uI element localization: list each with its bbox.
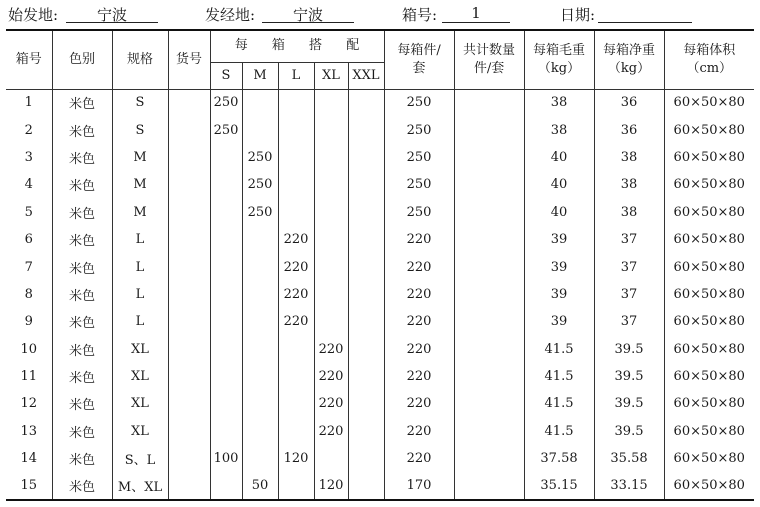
spec-cell: S [112,116,168,143]
size-xxl-cell [348,418,384,445]
net-weight-cell: 38 [594,171,664,198]
col-header-assortment: 每 箱 搭 配 [210,30,384,62]
size-l-cell: 120 [278,445,314,472]
size-xxl-cell [348,472,384,499]
box-no-cell: 5 [6,199,52,226]
size-xl-cell [314,144,348,171]
col-header-net-weight: 每箱净重 （kg） [594,30,664,89]
color-cell: 米色 [52,226,112,253]
size-m-cell [242,116,278,143]
size-xl-cell [314,171,348,198]
spec-cell: XL [112,418,168,445]
size-s-cell [210,226,242,253]
volume-cell: 60×50×80 [664,308,754,335]
table-row [6,472,754,499]
pcs-per-box-cell: 220 [384,418,454,445]
box-no-cell: 10 [6,336,52,363]
total-qty-cell [454,390,524,417]
volume-cell: 60×50×80 [664,445,754,472]
item-no-cell [168,445,210,472]
total-qty-cell [454,445,524,472]
size-s-cell: 250 [210,116,242,143]
box-number-value: 1 [442,4,510,23]
total-qty-cell [454,281,524,308]
size-xl-cell: 220 [314,363,348,390]
table-row [6,226,754,253]
total-qty-cell [454,418,524,445]
volume-cell: 60×50×80 [664,116,754,143]
size-s-cell [210,390,242,417]
total-qty-cell [454,336,524,363]
color-cell: 米色 [52,472,112,499]
spec-cell: M [112,171,168,198]
size-xxl-cell [348,308,384,335]
col-header-spec: 规格 [112,30,168,89]
box-no-cell: 14 [6,445,52,472]
size-header-xl: XL [314,62,348,89]
net-weight-cell: 36 [594,116,664,143]
box-no-cell: 4 [6,171,52,198]
color-cell: 米色 [52,418,112,445]
table-row [6,363,754,390]
size-l-cell [278,199,314,226]
spec-cell: L [112,281,168,308]
volume-cell: 60×50×80 [664,363,754,390]
size-xxl-cell [348,226,384,253]
size-m-cell [242,308,278,335]
gross-weight-cell: 41.5 [524,336,594,363]
gross-weight-cell: 41.5 [524,390,594,417]
total-qty-cell [454,363,524,390]
size-s-cell [210,199,242,226]
size-m-cell: 250 [242,144,278,171]
size-s-cell [210,144,242,171]
spec-cell: M、XL [112,472,168,499]
gross-weight-cell: 38 [524,89,594,116]
item-no-cell [168,281,210,308]
table-row [6,171,754,198]
pcs-per-box-cell: 220 [384,226,454,253]
color-cell: 米色 [52,116,112,143]
size-xl-cell [314,89,348,116]
table-row [6,445,754,472]
total-qty-cell [454,226,524,253]
size-l-cell: 220 [278,281,314,308]
volume-cell: 60×50×80 [664,89,754,116]
size-l-cell: 220 [278,226,314,253]
item-no-cell [168,472,210,499]
size-m-cell: 50 [242,472,278,499]
size-s-cell [210,308,242,335]
pcs-per-box-cell: 220 [384,390,454,417]
size-xl-cell [314,445,348,472]
size-s-cell [210,171,242,198]
total-qty-cell [454,144,524,171]
volume-cell: 60×50×80 [664,171,754,198]
size-l-cell [278,336,314,363]
spec-cell: L [112,253,168,280]
color-cell: 米色 [52,308,112,335]
size-l-cell [278,171,314,198]
size-xxl-cell [348,253,384,280]
volume-cell: 60×50×80 [664,472,754,499]
net-weight-cell: 37 [594,281,664,308]
color-cell: 米色 [52,89,112,116]
spec-cell: M [112,144,168,171]
size-xl-cell [314,281,348,308]
box-no-cell: 9 [6,308,52,335]
size-xl-cell: 220 [314,336,348,363]
size-xxl-cell [348,171,384,198]
dispatch-label: 发经地: [205,6,256,24]
item-no-cell [168,89,210,116]
size-m-cell [242,281,278,308]
size-xxl-cell [348,390,384,417]
gross-weight-cell: 35.15 [524,472,594,499]
gross-weight-cell: 39 [524,253,594,280]
size-s-cell [210,336,242,363]
origin-label: 始发地: [8,6,59,24]
box-no-cell: 7 [6,253,52,280]
net-weight-cell: 33.15 [594,472,664,499]
size-xxl-cell [348,116,384,143]
volume-cell: 60×50×80 [664,144,754,171]
volume-cell: 60×50×80 [664,390,754,417]
size-xxl-cell [348,363,384,390]
box-no-cell: 11 [6,363,52,390]
size-m-cell [242,253,278,280]
size-m-cell: 250 [242,199,278,226]
table-row [6,89,754,116]
size-s-cell [210,472,242,499]
table-row [6,390,754,417]
total-qty-cell [454,472,524,499]
size-xl-cell [314,116,348,143]
total-qty-cell [454,308,524,335]
gross-weight-cell: 40 [524,144,594,171]
size-s-cell [210,363,242,390]
table-row [6,253,754,280]
box-no-cell: 8 [6,281,52,308]
box-no-cell: 12 [6,390,52,417]
pcs-per-box-cell: 220 [384,363,454,390]
pcs-per-box-cell: 220 [384,308,454,335]
item-no-cell [168,226,210,253]
volume-cell: 60×50×80 [664,253,754,280]
gross-weight-cell: 41.5 [524,418,594,445]
size-s-cell [210,253,242,280]
packing-list-table [6,29,754,501]
size-header-xxl: XXL [348,62,384,89]
pcs-per-box-cell: 220 [384,253,454,280]
color-cell: 米色 [52,336,112,363]
box-no-cell: 1 [6,89,52,116]
color-cell: 米色 [52,253,112,280]
box-number-label: 箱号: [402,6,438,24]
net-weight-cell: 38 [594,144,664,171]
size-xxl-cell [348,89,384,116]
total-qty-cell [454,253,524,280]
size-xl-cell: 220 [314,418,348,445]
item-no-cell [168,390,210,417]
table-row [6,336,754,363]
color-cell: 米色 [52,281,112,308]
item-no-cell [168,363,210,390]
net-weight-cell: 37 [594,226,664,253]
pcs-per-box-cell: 220 [384,336,454,363]
col-header-total-qty: 共计数量 件/套 [454,30,524,89]
item-no-cell [168,199,210,226]
volume-cell: 60×50×80 [664,418,754,445]
dispatch-value: 宁波 [262,4,354,23]
box-no-cell: 3 [6,144,52,171]
origin-value: 宁波 [66,4,158,23]
col-header-volume: 每箱体积 （cm） [664,30,754,89]
table-row [6,199,754,226]
spec-cell: L [112,308,168,335]
gross-weight-cell: 40 [524,171,594,198]
size-l-cell [278,363,314,390]
spec-cell: L [112,226,168,253]
size-s-cell: 100 [210,445,242,472]
gross-weight-cell: 38 [524,116,594,143]
pcs-per-box-cell: 250 [384,116,454,143]
size-header-s: S [210,62,242,89]
size-l-cell [278,418,314,445]
size-m-cell [242,89,278,116]
size-xl-cell [314,199,348,226]
total-qty-cell [454,199,524,226]
size-m-cell [242,363,278,390]
size-l-cell [278,390,314,417]
size-m-cell [242,336,278,363]
packing-list-header [0,0,760,30]
color-cell: 米色 [52,445,112,472]
net-weight-cell: 37 [594,253,664,280]
net-weight-cell: 35.58 [594,445,664,472]
size-xl-cell: 120 [314,472,348,499]
pcs-per-box-cell: 250 [384,199,454,226]
box-no-cell: 2 [6,116,52,143]
size-xxl-cell [348,199,384,226]
total-qty-cell [454,171,524,198]
spec-cell: M [112,199,168,226]
item-no-cell [168,308,210,335]
gross-weight-cell: 40 [524,199,594,226]
size-s-cell [210,418,242,445]
spec-cell: XL [112,336,168,363]
size-xl-cell [314,253,348,280]
volume-cell: 60×50×80 [664,226,754,253]
spec-cell: XL [112,363,168,390]
date-value [598,4,692,23]
item-no-cell [168,116,210,143]
size-xl-cell: 220 [314,390,348,417]
spec-cell: S [112,89,168,116]
size-l-cell: 220 [278,253,314,280]
box-no-cell: 6 [6,226,52,253]
volume-cell: 60×50×80 [664,199,754,226]
spec-cell: XL [112,390,168,417]
size-xxl-cell [348,144,384,171]
table-row [6,418,754,445]
net-weight-cell: 39.5 [594,390,664,417]
col-header-item-no: 货号 [168,30,210,89]
total-qty-cell [454,89,524,116]
color-cell: 米色 [52,363,112,390]
net-weight-cell: 36 [594,89,664,116]
gross-weight-cell: 41.5 [524,363,594,390]
gross-weight-cell: 37.58 [524,445,594,472]
size-m-cell: 250 [242,171,278,198]
size-m-cell [242,418,278,445]
size-s-cell: 250 [210,89,242,116]
gross-weight-cell: 39 [524,308,594,335]
date-label: 日期: [560,6,596,24]
pcs-per-box-cell: 250 [384,89,454,116]
color-cell: 米色 [52,390,112,417]
spec-cell: S、L [112,445,168,472]
size-l-cell [278,144,314,171]
size-header-m: M [242,62,278,89]
size-s-cell [210,281,242,308]
item-no-cell [168,418,210,445]
size-xxl-cell [348,336,384,363]
size-header-l: L [278,62,314,89]
size-m-cell [242,226,278,253]
table-row [6,116,754,143]
table-row [6,308,754,335]
table-row [6,144,754,171]
item-no-cell [168,336,210,363]
col-header-color: 色别 [52,30,112,89]
size-m-cell [242,445,278,472]
color-cell: 米色 [52,199,112,226]
pcs-per-box-cell: 250 [384,144,454,171]
col-header-box-no: 箱号 [6,30,52,89]
gross-weight-cell: 39 [524,226,594,253]
pcs-per-box-cell: 250 [384,171,454,198]
size-xxl-cell [348,281,384,308]
box-no-cell: 15 [6,472,52,499]
color-cell: 米色 [52,144,112,171]
size-xl-cell [314,308,348,335]
volume-cell: 60×50×80 [664,281,754,308]
gross-weight-cell: 39 [524,281,594,308]
size-xl-cell [314,226,348,253]
net-weight-cell: 38 [594,199,664,226]
size-m-cell [242,390,278,417]
pcs-per-box-cell: 220 [384,281,454,308]
volume-cell: 60×50×80 [664,336,754,363]
item-no-cell [168,144,210,171]
size-xxl-cell [348,445,384,472]
size-l-cell [278,472,314,499]
size-l-cell [278,89,314,116]
net-weight-cell: 39.5 [594,363,664,390]
pcs-per-box-cell: 220 [384,445,454,472]
net-weight-cell: 39.5 [594,418,664,445]
item-no-cell [168,253,210,280]
total-qty-cell [454,116,524,143]
color-cell: 米色 [52,171,112,198]
col-header-pcs-per-box: 每箱件/ 套 [384,30,454,89]
net-weight-cell: 37 [594,308,664,335]
table-row [6,281,754,308]
box-no-cell: 13 [6,418,52,445]
size-l-cell [278,116,314,143]
col-header-gross-weight: 每箱毛重 （kg） [524,30,594,89]
pcs-per-box-cell: 170 [384,472,454,499]
net-weight-cell: 39.5 [594,336,664,363]
size-l-cell: 220 [278,308,314,335]
item-no-cell [168,171,210,198]
